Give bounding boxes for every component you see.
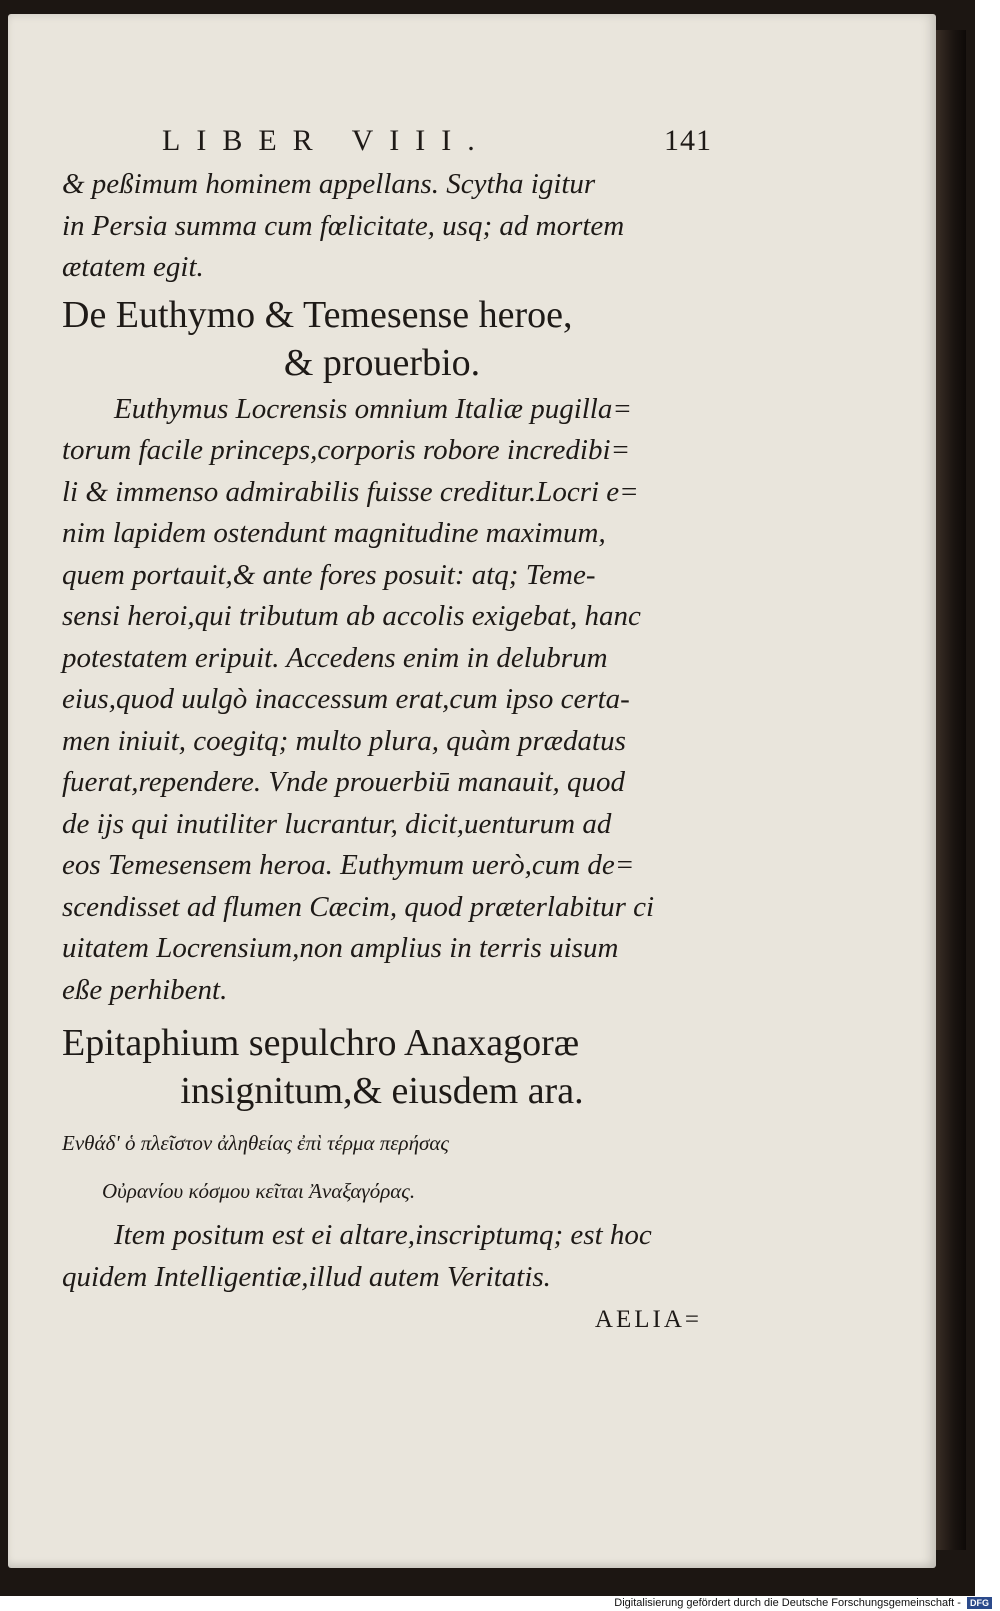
greek-line: Οὐρανίου κόσμου κεῖται Ἀναξαγόρας. (102, 1179, 416, 1203)
heading-line: Epitaphium sepulchro Anaxagoræ (62, 1022, 580, 1064)
text-line: li & immenso admirabilis fuisse creditur.Locri e= (62, 475, 639, 508)
text-line: Item positum est ei altare,inscriptumq; est hoc (114, 1219, 652, 1251)
text-line: de ijs qui inutiliter lucrantur, dicit,uenturum ad (62, 807, 612, 840)
text-line: in Persia summa cum fœlicitate, usq; ad mortem (62, 209, 625, 242)
text-line: uitatem Locrensium,non amplius in terris uisum (62, 932, 619, 964)
heading-line: & prouerbio. (283, 341, 481, 384)
catchword: AELIA= (594, 1306, 702, 1333)
dfg-logo: DFG (967, 1597, 992, 1609)
book-edge (936, 30, 966, 1550)
paragraph-altar (62, 1215, 702, 1298)
greek-line: Ενθάδ' ὁ πλεῖστον ἀληθείας ἐπὶ τέρμα περήσας (62, 1131, 449, 1155)
text-line: scendisset ad flumen Cæcim, quod præterlabitur ci (62, 890, 655, 923)
heading-line: insignitum,& eiusdem ara. (180, 1070, 584, 1112)
running-head: LIBER VIII. (162, 124, 491, 157)
page-header (62, 124, 712, 164)
text-line: ætatem egit. (62, 251, 204, 283)
text-line: eos Temesensem heroa. Euthymum uerò,cum de= (62, 849, 635, 881)
text-line: torum facile princeps,corporis robore incredibi= (62, 434, 631, 466)
text-line: quidem Intelligentiæ,illud autem Veritatis. (62, 1260, 551, 1293)
digitization-credit (614, 1596, 992, 1611)
text-line: quem portauit,& ante fores posuit: atq; Teme- (62, 558, 596, 591)
text-line: fuerat,rependere. Vnde prouerbiū manauit, quod (62, 766, 625, 798)
text-line: nim lapidem ostendunt magnitudine maximum, (62, 517, 606, 549)
greek-epitaph (62, 1119, 702, 1215)
text-line: & peßimum hominem appellans. Scytha igitur (62, 168, 596, 200)
credit-text: Digitalisierung gefördert durch die Deutsche Forschungsgemeinschaft - (614, 1597, 961, 1609)
page-sheet (8, 14, 936, 1568)
text-line: sensi heroi,qui tributum ab accolis exigebat, hanc (62, 600, 641, 632)
text-line: potestatem eripuit. Accedens enim in delubrum (62, 641, 608, 674)
text-line: eße perhibent. (62, 973, 228, 1006)
text-line: Euthymus Locrensis omnium Italiæ pugilla= (114, 392, 632, 425)
section-heading-epitaph (62, 1019, 702, 1115)
section-heading-euthymus (62, 291, 702, 387)
text-block (62, 124, 712, 1342)
paragraph-euthymus (62, 389, 702, 1012)
page-number: 141 (664, 124, 712, 157)
opening-lines (62, 164, 702, 289)
text-line: men iniuit, coegitq; multo plura, quàm prædatus (62, 724, 626, 757)
text-line: eius,quod uulgò inaccessum erat,cum ipso certa- (62, 683, 630, 715)
heading-line: De Euthymo & Temesense heroe, (62, 293, 573, 336)
